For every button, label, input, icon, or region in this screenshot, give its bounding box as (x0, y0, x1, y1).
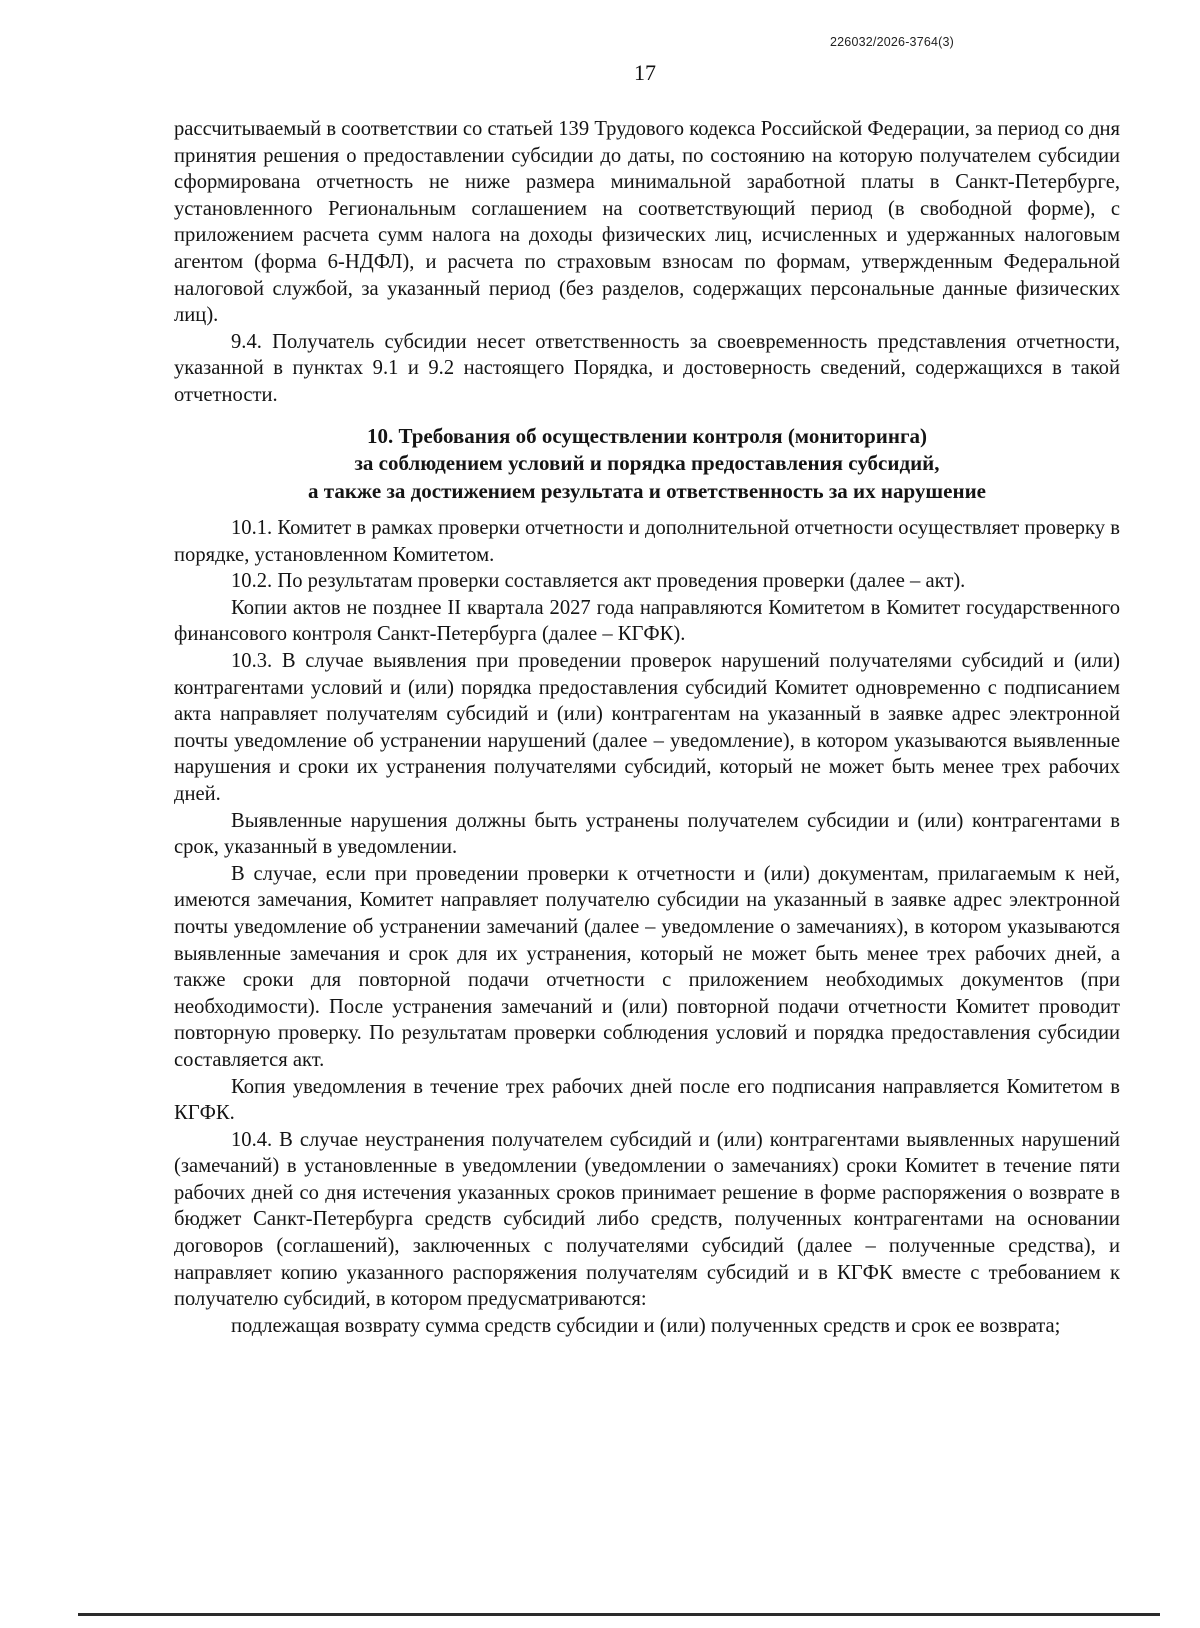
paragraph-9-4: 9.4. Получатель субсидии несет ответственность за своевременность представления отчетности, указанной в пунктах 9.1 и 9.2 настоящего Порядка, и достоверность сведений, содержащихся в такой отчетности. (174, 330, 1120, 406)
paragraph-remarks: В случае, если при проведении проверки к отчетности и (или) документам, прилагаемым к ней, имеются замечания, Комитет направляет получателю субсидии на указанный в заявке адрес электронной почты уведомление об устранении замечаний (далее – уведомление о замечаниях), в котором указываются выявленные замечания и срок для их устранения, который не может быть менее трех рабочих дней, а также сроки для повторной подачи отчетности с приложением необходимых документов (при необходимости). После устранения замечаний и (или) повторной подачи отчетности Комитет проводит повторную проверку. По результатам проверки соблюдения условий и порядка предоставления субсидии составляется акт. (174, 862, 1120, 1071)
paragraph-10-2: 10.2. По результатам проверки составляется акт проведения проверки (далее – акт). (231, 570, 966, 593)
document-registration-number: 226032/2026-3764(3) (830, 35, 955, 49)
page-number: 17 (634, 60, 656, 85)
section-10-heading (174, 423, 1120, 506)
paragraph-notice-copy: Копия уведомления в течение трех рабочих дней после его подписания направляется Комитетом в КГФК. (174, 1075, 1120, 1125)
paragraph-10-4: 10.4. В случае неустранения получателем субсидий и (или) контрагентами выявленных нарушений (замечаний) в установленные в уведомлении (уведомлении о замечаниях) сроки Комитет в течение пяти рабочих дней со дня истечения указанных сроков принимает решение в форме распоряжения о возврате в бюджет Санкт-Петербурга средств субсидий либо средств, полученных контрагентами на основании договоров (соглашений), заключенных с получателями субсидий (далее – полученные средства), и направляет копию указанного распоряжения получателям субсидий и в КГФК вместе с требованием к получателю субсидий, в котором предусматриваются: (174, 1128, 1120, 1311)
section-heading-line: за соблюдением условий и порядка предоставления субсидий, (354, 451, 940, 476)
paragraph-act-copies: Копии актов не позднее II квартала 2027 года направляются Комитетом в Комитет государственного финансового контроля Санкт-Петербурга (далее – КГФК). (174, 596, 1120, 646)
section-heading-line: а также за достижением результата и ответственность за их нарушение (308, 478, 986, 503)
paragraph-10-3: 10.3. В случае выявления при проведении проверок нарушений получателями субсидий и (или) контрагентами условий и (или) порядка предоставления субсидий Комитет одновременно с подписанием акта направляет получателям субсидий и (или) контрагентам на указанный в заявке адрес электронной почты уведомление об устранении нарушений (далее – уведомление), в котором указываются выявленные нарушения и сроки их устранения получателями субсидий, который не может быть менее трех рабочих дней. (174, 650, 1120, 805)
paragraph-violations: Выявленные нарушения должны быть устранены получателем субсидии и (или) контрагентами в срок, указанный в уведомлении. (174, 809, 1120, 859)
section-heading-line: 10. Требования об осуществлении контроля (мониторинга) (367, 423, 927, 448)
paragraph-refund-amount: подлежащая возврату сумма средств субсидии и (или) полученных средств и срок ее возврата; (231, 1314, 1061, 1337)
paragraph-continuation: рассчитываемый в соответствии со статьей 139 Трудового кодекса Российской Федерации, за период со дня принятия решения о предоставлении субсидии до даты, по состоянию на которую получателем субсидии сформирована отчетность не ниже размера минимальной заработной платы в Санкт-Петербурге, установленного Региональным соглашением на соответствующий период (в свободной форме), с приложением расчета сумм налога на доходы физических лиц, исчисленных и удержанных налоговым агентом (форма 6-НДФЛ), и расчета по страховым взносам по формам, утвержденным Федеральной налоговой службой, за указанный период (без разделов, содержащих персональные данные физических лиц). (174, 118, 1120, 327)
document-body (174, 116, 1120, 1339)
paragraph-10-1: 10.1. Комитет в рамках проверки отчетности и дополнительной отчетности осуществляет проверку в порядке, установленном Комитетом. (174, 517, 1120, 566)
scan-bottom-edge (78, 1613, 1160, 1616)
